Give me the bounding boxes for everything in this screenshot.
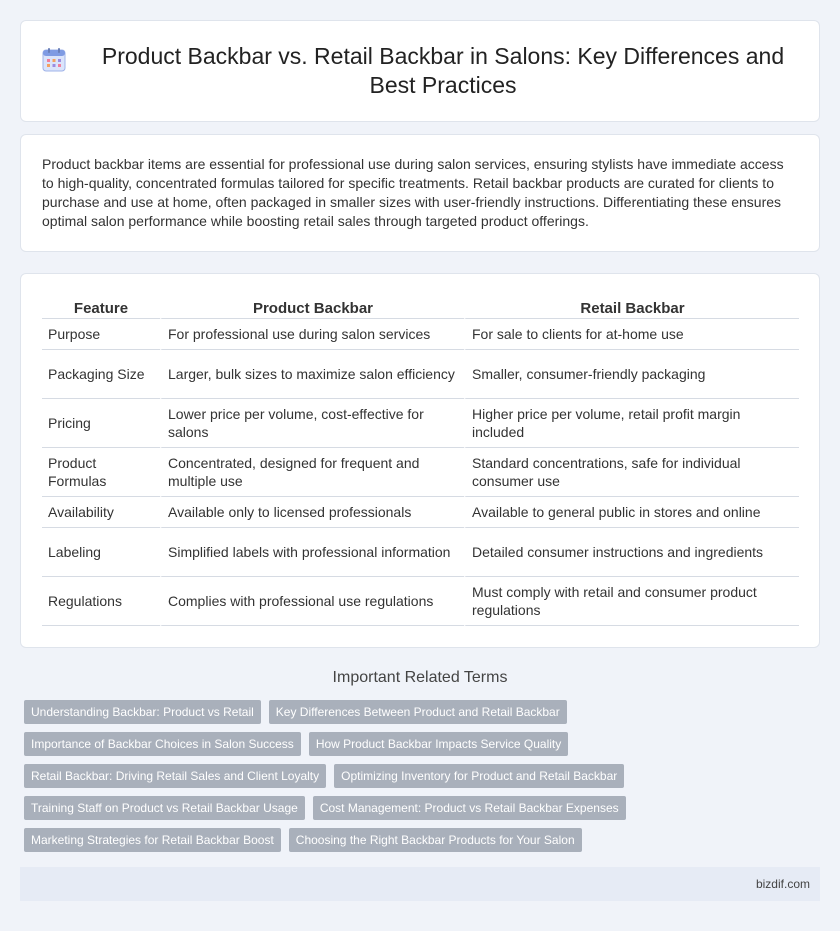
table-row — [42, 448, 799, 497]
product-cell: Simplified labels with professional information — [160, 528, 464, 577]
retail-cell: Higher price per volume, retail profit margin included — [464, 399, 799, 448]
related-term-tag[interactable]: Importance of Backbar Choices in Salon Success — [24, 732, 301, 756]
related-term-tag[interactable]: Key Differences Between Product and Retail Backbar — [269, 700, 567, 724]
table-header-row — [42, 295, 799, 319]
header-feature: Feature — [42, 295, 160, 319]
comparison-table-card — [20, 273, 820, 648]
table-row — [42, 399, 799, 448]
feature-cell: Purpose — [42, 319, 160, 350]
comparison-table — [42, 295, 799, 626]
table-row — [42, 528, 799, 577]
table-row — [42, 577, 799, 626]
footer — [20, 867, 820, 901]
product-cell: Available only to licensed professionals — [160, 497, 464, 528]
related-term-tag[interactable]: How Product Backbar Impacts Service Quality — [309, 732, 568, 756]
feature-cell: Regulations — [42, 577, 160, 626]
related-term-tag[interactable]: Optimizing Inventory for Product and Retail Backbar — [334, 764, 624, 788]
feature-cell: Pricing — [42, 399, 160, 448]
product-cell: Lower price per volume, cost-effective for salons — [160, 399, 464, 448]
calendar-icon — [41, 47, 67, 73]
product-cell: Larger, bulk sizes to maximize salon efficiency — [160, 350, 464, 399]
retail-cell: Smaller, consumer-friendly packaging — [464, 350, 799, 399]
header-card — [20, 20, 820, 122]
footer-site-link[interactable]: bizdif.com — [755, 877, 810, 891]
header-product-backbar: Product Backbar — [160, 295, 464, 319]
retail-cell: Standard concentrations, safe for individual consumer use — [464, 448, 799, 497]
feature-cell: Packaging Size — [42, 350, 160, 399]
related-term-tag[interactable]: Training Staff on Product vs Retail Backbar Usage — [24, 796, 305, 820]
related-term-tag[interactable]: Cost Management: Product vs Retail Backbar Expenses — [313, 796, 626, 820]
related-term-tag[interactable]: Understanding Backbar: Product vs Retail — [24, 700, 261, 724]
feature-cell: Labeling — [42, 528, 160, 577]
retail-cell: For sale to clients for at-home use — [464, 319, 799, 350]
product-cell: Concentrated, designed for frequent and multiple use — [160, 448, 464, 497]
retail-cell: Must comply with retail and consumer product regulations — [464, 577, 799, 626]
related-term-tag[interactable]: Marketing Strategies for Retail Backbar Boost — [24, 828, 281, 852]
retail-cell: Available to general public in stores and online — [464, 497, 799, 528]
intro-card — [20, 134, 820, 252]
page-title: Product Backbar vs. Retail Backbar in Salons: Key Differences and Best Practices — [101, 43, 785, 98]
table-row — [42, 319, 799, 350]
product-cell: For professional use during salon services — [160, 319, 464, 350]
feature-cell: Availability — [42, 497, 160, 528]
related-terms-title: Important Related Terms — [332, 669, 508, 686]
table-row — [42, 497, 799, 528]
related-terms-list — [24, 700, 824, 860]
table-row — [42, 350, 799, 399]
intro-paragraph: Product backbar items are essential for professional use during salon services, ensuring stylists have immediate access to high-quality, concentrated formulas tailored for specific treatments. Retail backbar products are curated for clients to purchase and use at home, often packaged in smaller sizes with user-friendly instructions. Differentiating these ensures optimal salon performance while boosting retail sales through targeted product offerings. — [42, 156, 784, 229]
retail-cell: Detailed consumer instructions and ingredients — [464, 528, 799, 577]
related-term-tag[interactable]: Choosing the Right Backbar Products for Your Salon — [289, 828, 582, 852]
header-retail-backbar: Retail Backbar — [464, 295, 799, 319]
product-cell: Complies with professional use regulations — [160, 577, 464, 626]
feature-cell: Product Formulas — [42, 448, 160, 497]
related-term-tag[interactable]: Retail Backbar: Driving Retail Sales and Client Loyalty — [24, 764, 326, 788]
